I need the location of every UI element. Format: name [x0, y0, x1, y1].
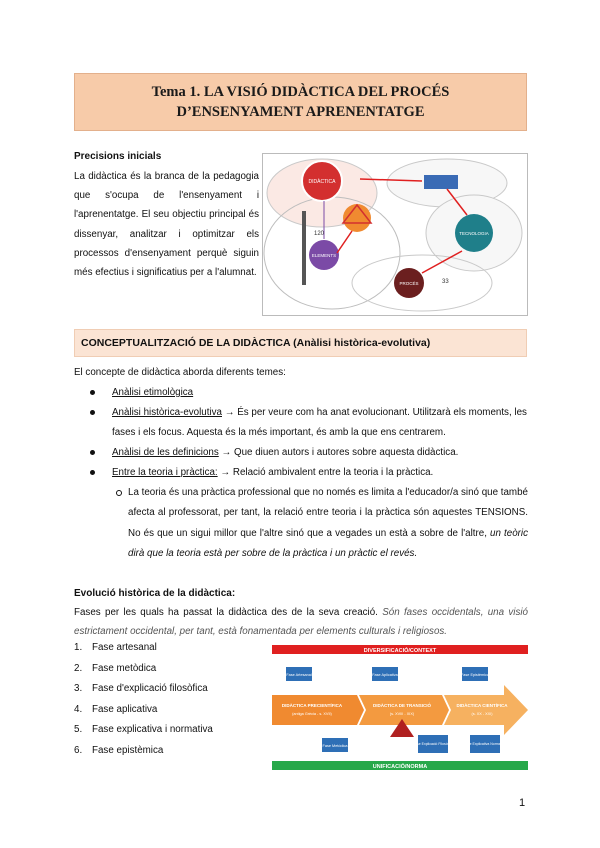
sub-bullet-paragraph	[128, 483, 528, 564]
phase-label: Fase explicativa i normativa	[92, 724, 213, 736]
topic-list	[88, 383, 528, 483]
list-item	[88, 443, 528, 463]
sub-bullet-plain: La teoria és una pràctica professional que no només es limita a l'educador/a sinó que també afecta al professorat, per tant, la relació entre teoria i la pràctica són aquestes TENSIONS. No és que un sigui millor que l'altre sinó que a vegades un està a sobre de l'altre,	[128, 487, 528, 539]
concept-intro: El concepte de didàctica aborda diferents temes:	[74, 367, 286, 378]
dark-node-label: PROCÉS	[399, 281, 419, 286]
arrow-label-3: DIDÀCTICA CIENTÍFICA	[456, 703, 508, 708]
bullet-icon	[90, 450, 95, 455]
precisions-heading: Precisions inicials	[74, 151, 162, 162]
bullet-rest: → Relació ambivalent entre la teoria i la pràctica.	[217, 467, 434, 478]
title-banner	[74, 73, 527, 131]
evolution-italic: Són fases occidentals, una visió estrictament occidental, per tant, està fonamentada per elements culturals i religiosos.	[74, 607, 528, 637]
number-b: 33	[442, 279, 449, 285]
sub-bullet-italic: un teòric dirà que la teoria està per sobre de la pràctica i un pràctic el revés.	[128, 527, 528, 559]
list-item	[88, 403, 528, 443]
phase-box-bottom-1-label: Fase Metòdica	[322, 744, 348, 748]
phases-list	[74, 638, 213, 762]
arrow-segment-1	[272, 695, 364, 725]
evolution-plain: Fases per les quals ha passat la didàctica des de la seva creació.	[74, 607, 383, 618]
phase-label: Fase d'explicació filosòfica	[92, 683, 208, 695]
phase-box-top-2-label: Fase Aplicativa	[372, 673, 398, 677]
phase-label: Fase epistèmica	[92, 744, 164, 756]
arrow-label-1: DIDÀCTICA PRECIENTÍFICA	[281, 703, 343, 708]
arrow-sublabel-1: (antiga Grècia - s. XVII)	[292, 712, 332, 716]
number-a: 120	[314, 231, 325, 237]
didactics-concept-diagram	[262, 153, 528, 316]
section-heading: CONCEPTUALITZACIÓ DE LA DIDÀCTICA (Anàlisi històrica-evolutiva)	[81, 337, 431, 349]
phase-box-top-1-label: Fase Artesanal	[286, 673, 312, 677]
section-banner	[74, 329, 527, 357]
list-item	[74, 720, 213, 741]
phase-label: Fase artesanal	[92, 642, 157, 653]
bullet-term: Anàlisi de les definicions	[112, 447, 219, 458]
bottom-bar-label: UNIFICACIÓ/NORMA	[372, 764, 428, 770]
phase-box-bottom-2-label: Fase Explicació Filosòfica	[412, 742, 454, 746]
bullet-icon	[90, 410, 95, 415]
bullet-term: Entre la teoria i pràctica:	[112, 467, 218, 478]
phase-label: Fase aplicativa	[92, 703, 158, 715]
blue-label-box	[424, 175, 458, 189]
bullet-icon	[90, 470, 95, 475]
phase-number: 1.	[74, 642, 83, 653]
didactics-evolution-diagram	[272, 645, 528, 770]
phase-number: 2.	[74, 662, 83, 674]
evolution-heading: Evolució històrica de la didàctica:	[74, 588, 236, 599]
phase-number: 4.	[74, 703, 83, 715]
list-item	[88, 383, 528, 403]
bullet-rest: → És per veure com ha anat evolucionant. Utilitzarà els moments, les fases i els focus. Aquesta és la més important, és amb la que ens centrarem.	[112, 407, 527, 438]
phase-box-top-3-label: Fase Epistèmica	[460, 673, 490, 677]
bullet-rest: → Que diuen autors i autores sobre aquesta didàctica.	[218, 447, 459, 458]
arrow-label-2: DIDÀCTICA DE TRANSICIÓ	[372, 703, 432, 708]
list-item	[74, 659, 213, 680]
phase-box-bottom-3-label: Fase Explicativa Normativa	[463, 742, 507, 746]
bullet-term: Anàlisi històrica-evolutiva	[112, 407, 222, 418]
phase-number: 3.	[74, 683, 83, 695]
page-number: 1	[519, 797, 526, 809]
arrow-segment-3	[444, 685, 528, 735]
arrow-sublabel-3: (s. XX - XXI)	[471, 712, 493, 716]
list-item	[74, 700, 213, 721]
sub-bullet-icon	[116, 490, 122, 496]
bullet-term: Anàlisi etimològica	[112, 387, 194, 398]
list-item	[88, 463, 528, 483]
teal-node-label: TECNOLOGIA	[459, 231, 489, 236]
precisions-paragraph: La didàctica és la branca de la pedagogia que s'ocupa de l'ensenyament i l'aprenentatge. El seu objectiu principal és dissenyar, analitzar i optimitzar els processos d'ensenyament perquè siguin més efectius i significatius per a l'alumnat.	[74, 171, 259, 279]
phase-number: 6.	[74, 744, 83, 756]
document-title: Tema 1. LA VISIÓ DIDÀCTICA DEL PROCÉS D’ENSENYAMENT APRENENTATGE	[151, 84, 450, 120]
arrow-segment-2	[359, 695, 449, 725]
list-item	[74, 638, 213, 659]
red-node-label: DIDÀCTICA	[308, 179, 336, 185]
arrow-sublabel-2: (s. XVIII - XIX)	[389, 712, 415, 716]
top-bar-label: DIVERSIFICACIÓ/CONTEXT	[363, 648, 437, 654]
bullet-icon	[90, 390, 95, 395]
phase-label: Fase metòdica	[92, 662, 157, 674]
purple-node-label: ELEMENTS	[311, 253, 337, 258]
evolution-paragraph	[74, 603, 528, 641]
phase-number: 5.	[74, 724, 83, 736]
list-item	[74, 679, 213, 700]
list-item	[74, 741, 213, 762]
